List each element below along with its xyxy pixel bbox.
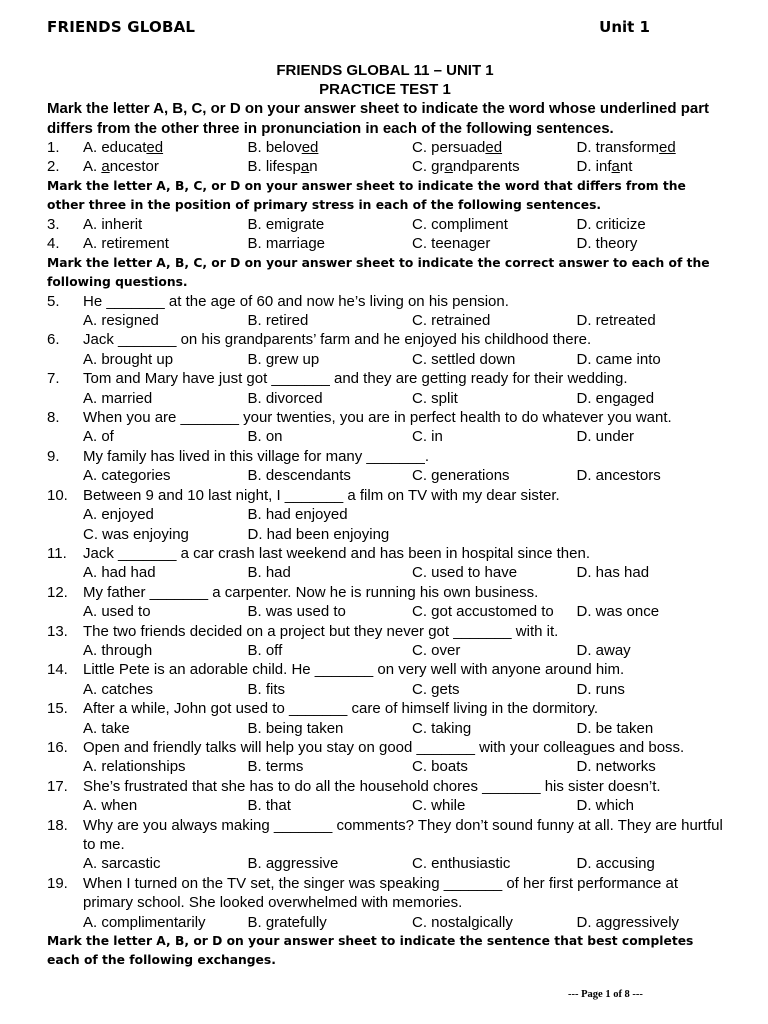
answer-option: A. through [83, 641, 153, 659]
option-row [47, 719, 723, 738]
answer-option: D. aggressively [576, 913, 680, 931]
question-text: When you are _______ your twenties, you are in perfect health to do whatever you want. [83, 409, 672, 427]
section4-instruction: Mark the letter A, B, or D on your answer sheet to indicate the sentence that best completes each of the following exchanges. [47, 934, 694, 968]
option-row [47, 854, 723, 873]
answer-option: C. over [412, 641, 461, 659]
question-row [47, 816, 723, 855]
question-row [47, 583, 723, 602]
answer-option: A. resigned [83, 312, 159, 330]
answer-option: B. divorced [247, 389, 323, 407]
document-body [47, 61, 723, 970]
answer-option: C. nostalgically [412, 913, 513, 931]
option-row [47, 311, 723, 330]
question-block [47, 292, 723, 331]
question-row [47, 157, 723, 176]
question-row [47, 660, 723, 679]
question-block [47, 874, 723, 932]
question-number: 4. [47, 235, 60, 253]
answer-option: C. in [412, 428, 443, 446]
answer-option: A. catches [83, 680, 154, 698]
question-text: Between 9 and 10 last night, I _______ a film on TV with my dear sister. [83, 486, 560, 504]
question-number: 1. [47, 139, 60, 156]
option-row [83, 157, 741, 176]
question-text: She’s frustrated that she has to do all the household chores _______ his sister doesn’t. [83, 777, 661, 795]
question-row [47, 234, 723, 253]
question-number: 3. [47, 215, 60, 233]
option-row [47, 525, 723, 544]
section1-questions [47, 138, 723, 177]
question-row [47, 874, 723, 913]
answer-option: B. being taken [247, 719, 344, 737]
answer-option: D. transformed [576, 139, 676, 156]
question-text: When I turned on the TV set, the singer was speaking _______ of her first performance at primary school. She looked overwhelmed with memories. [83, 874, 679, 912]
answer-option: B. terms [247, 758, 304, 776]
answer-option: B. beloved [247, 139, 319, 156]
answer-option: C. used to have [412, 564, 518, 582]
underlined-part: ed [485, 139, 503, 156]
question-number: 13. [47, 622, 68, 640]
question-row [47, 215, 723, 234]
answer-option: A. married [83, 389, 153, 407]
question-text: He _______ at the age of 60 and now he’s living on his pension. [83, 292, 509, 310]
section2-instruction: Mark the letter A, B, C, or D on your answer sheet to indicate the word that differs from the other three in the position of primary stress in each of the following sentences. [47, 178, 686, 212]
answer-option: C. while [412, 797, 466, 815]
answer-option: D. engaged [576, 389, 655, 407]
answer-option: C. gets [412, 680, 460, 698]
option-row [47, 796, 723, 815]
answer-option: A. had had [83, 564, 156, 582]
answer-option: B. grew up [247, 350, 320, 368]
question-block [47, 486, 723, 544]
answer-option: D. came into [576, 350, 661, 368]
option-row [47, 913, 723, 932]
question-number: 5. [47, 292, 60, 310]
answer-option: D. had been enjoying [247, 525, 390, 543]
answer-option: B. retired [247, 312, 309, 330]
answer-option: A. used to [83, 603, 151, 621]
underlined-part: a [101, 158, 110, 176]
answer-option: C. enthusiastic [412, 855, 511, 873]
question-number: 9. [47, 447, 60, 465]
question-text: Why are you always making _______ comments? They don’t sound funny at all. They are hurtful to me. [83, 816, 723, 853]
answer-option: B. had enjoyed [247, 506, 348, 524]
answer-option: A. categories [83, 467, 171, 485]
question-number: 8. [47, 409, 60, 427]
answer-option: A. brought up [83, 350, 174, 368]
question-row [47, 777, 723, 796]
question-text: Tom and Mary have just got _______ and they are getting ready for their wedding. [83, 370, 628, 388]
option-row [47, 350, 723, 369]
section2-questions [47, 215, 723, 254]
option-row [83, 215, 741, 234]
option-row [83, 138, 741, 157]
answer-option: C. split [412, 389, 458, 407]
question-block [47, 699, 723, 738]
test-title: FRIENDS GLOBAL 11 – UNIT 1 [276, 62, 494, 79]
underlined-part: a [444, 158, 453, 176]
answer-option: D. retreated [576, 312, 656, 330]
question-block [47, 369, 723, 408]
answer-option: A. retirement [83, 235, 169, 253]
question-text: My family has lived in this village for many _______. [83, 447, 429, 465]
answer-option: D. has had [576, 564, 650, 582]
answer-option: B. fits [247, 680, 286, 698]
question-text: After a while, John got used to _______ care of himself living in the dormitory. [83, 700, 599, 718]
option-row [47, 466, 723, 485]
question-row [47, 330, 723, 349]
question-row [47, 699, 723, 718]
option-row [47, 757, 723, 776]
answer-option: B. that [247, 797, 291, 815]
question-row [47, 138, 723, 157]
answer-option: A. sarcastic [83, 855, 161, 873]
answer-option: A. inherit [83, 215, 143, 233]
question-number: 7. [47, 370, 60, 388]
underlined-part: ed [146, 139, 164, 156]
answer-option: C. was enjoying [83, 525, 189, 543]
option-row [83, 234, 741, 253]
question-text: My father _______ a carpenter. Now he is running his own business. [83, 583, 539, 601]
question-block [47, 777, 723, 816]
header-unit-label: Unit 1 [599, 18, 650, 36]
question-row [47, 447, 723, 466]
answer-option: B. descendants [247, 467, 351, 485]
question-block [47, 816, 723, 874]
answer-option: C. generations [412, 467, 510, 485]
section3-instruction: Mark the letter A, B, C, or D on your answer sheet to indicate the correct answer to each of the following questions. [47, 255, 710, 289]
answer-option: A. complimentarily [83, 913, 206, 931]
question-number: 19. [47, 874, 68, 892]
answer-option: B. lifespan [247, 158, 318, 176]
question-block [47, 447, 723, 486]
answer-option: B. had [247, 564, 291, 582]
question-block [47, 330, 723, 369]
question-row [47, 544, 723, 563]
question-number: 15. [47, 700, 68, 718]
question-block [47, 622, 723, 661]
question-text: Open and friendly talks will help you stay on good _______ with your colleagues and boss. [83, 738, 685, 756]
question-number: 14. [47, 661, 68, 679]
answer-option: C. taking [412, 719, 472, 737]
answer-option: A. ancestor [83, 158, 159, 176]
answer-option: D. accusing [576, 855, 655, 873]
question-number: 2. [47, 158, 60, 176]
answer-option: C. got accustomed to [412, 603, 554, 621]
answer-option: D. runs [576, 680, 625, 698]
answer-option: A. relationships [83, 758, 186, 776]
question-number: 10. [47, 486, 68, 504]
answer-option: B. gratefully [247, 913, 327, 931]
underlined-part: a [611, 158, 620, 176]
answer-option: D. away [576, 641, 631, 659]
question-number: 11. [47, 544, 67, 562]
underlined-part: ed [659, 139, 676, 156]
answer-option: C. retrained [412, 312, 491, 330]
option-row [47, 563, 723, 582]
question-row [47, 369, 723, 388]
question-row [47, 738, 723, 757]
question-block [47, 544, 723, 583]
question-block [47, 660, 723, 699]
question-number: 16. [47, 738, 68, 756]
question-text: Little Pete is an adorable child. He _______ on very well with anyone around him. [83, 661, 625, 679]
test-subtitle: PRACTICE TEST 1 [319, 81, 451, 98]
question-block [47, 583, 723, 622]
answer-option: D. networks [576, 758, 656, 776]
answer-option: B. off [247, 641, 283, 659]
option-row [47, 602, 723, 621]
answer-option: A. take [83, 719, 130, 737]
answer-option: C. settled down [412, 350, 516, 368]
question-number: 17. [47, 777, 68, 795]
answer-option: B. aggressive [247, 855, 339, 873]
answer-option: C. boats [412, 758, 468, 776]
answer-option: B. on [247, 428, 283, 446]
question-row [47, 292, 723, 311]
question-row [47, 622, 723, 641]
answer-option: C. compliment [412, 215, 508, 233]
page-header [47, 18, 650, 38]
answer-option: D. infant [576, 158, 633, 176]
question-row [47, 486, 723, 505]
answer-option: D. theory [576, 235, 638, 253]
answer-option: B. was used to [247, 603, 346, 621]
question-block [47, 738, 723, 777]
option-row [47, 505, 723, 524]
header-book-title: FRIENDS GLOBAL [47, 18, 196, 36]
answer-option: D. be taken [576, 719, 654, 737]
section3-questions [47, 292, 723, 932]
page-footer: --- Page 1 of 8 --- [568, 989, 643, 1000]
option-row [47, 389, 723, 408]
answer-option: D. criticize [576, 215, 646, 233]
answer-option: C. teenager [412, 235, 491, 253]
underlined-part: ed [301, 139, 319, 156]
answer-option: B. marriage [247, 235, 326, 253]
option-row [47, 641, 723, 660]
answer-option: D. was once [576, 603, 660, 621]
question-number: 12. [47, 583, 68, 601]
underlined-part: a [300, 158, 310, 176]
question-text: Jack _______ on his grandparents’ farm and he enjoyed his childhood there. [83, 331, 592, 349]
question-block [47, 408, 723, 447]
answer-option: B. emigrate [247, 215, 325, 233]
option-row [47, 680, 723, 699]
question-text: Jack _______ a car crash last weekend and has been in hospital since then. [83, 544, 590, 562]
answer-option: A. when [83, 797, 138, 815]
answer-option: A. educated [83, 139, 164, 156]
answer-option: D. under [576, 428, 635, 446]
question-text: The two friends decided on a project but they never got _______ with it. [83, 622, 559, 640]
answer-option: A. enjoyed [83, 506, 154, 524]
answer-option: C. grandparents [412, 158, 520, 176]
question-row [47, 408, 723, 427]
answer-option: C. persuaded [412, 139, 503, 156]
answer-option: D. which [576, 797, 635, 815]
question-number: 6. [47, 331, 60, 349]
question-number: 18. [47, 816, 68, 834]
answer-option: D. ancestors [576, 467, 661, 485]
section1-instruction: Mark the letter A, B, C, or D on your answer sheet to indicate the word whose underlined part differs from the other three in pronunciation in each of the following sentences. [47, 100, 710, 137]
option-row [47, 427, 723, 446]
answer-option: A. of [83, 428, 114, 446]
